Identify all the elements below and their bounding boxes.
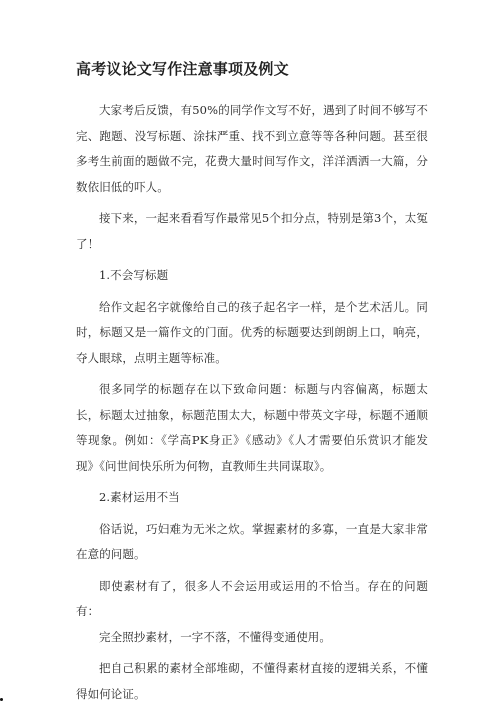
section-1-paragraph-1: 给作文起名字就像给自己的孩子起名字一样，是个艺术活儿。同时，标题又是一篇作文的门面。优秀的标题要达到朗朗上口，响亮，夺人眼球，点明主题等标准。 [76, 299, 428, 365]
intro-paragraph-1: 大家考后反馈，有50%的同学作文写不好，遇到了时间不够写不完、跑题、没写标题、涂抹严重、找不到立意等等各种问题。甚至很多考生前面的题做不完，花费大量时间写作文，洋洋洒洒一大篇，分数依旧低的吓人。 [76, 103, 428, 194]
document-body [76, 58, 428, 713]
section-1-paragraph-2: 很多同学的标题存在以下致命问题：标题与内容偏离，标题太长，标题太过抽象，标题范围太大，标题中带英文字母，标题不通顺等现象。例如：《学高PK身正》《感动》《人才需要伯乐赏识才能发现》《问世间快乐所为何物，直教师生共同谋取》。 [76, 382, 428, 473]
section-2-paragraph-2: 即使素材有了，很多人不会运用或运用的不恰当。存在的问题有： [76, 578, 428, 618]
section-1-heading: 1.不会写标题 [99, 268, 169, 282]
section-2-paragraph-3: 完全照抄素材，一字不落，不懂得变通使用。 [99, 629, 331, 644]
page-mark [0, 698, 3, 701]
section-2-heading: 2.素材运用不当 [99, 490, 180, 504]
intro-paragraph-2: 接下来，一起来看看写作最常见5个扣分点，特别是第3个，太冤了！ [76, 211, 428, 251]
section-2-paragraph-4: 把自己积累的素材全部堆砌，不懂得素材直接的逻辑关系，不懂得如何论证。 [76, 661, 428, 701]
document-title: 高考议论文写作注意事项及例文 [76, 60, 289, 78]
section-2-paragraph-1: 俗话说，巧妇难为无米之炊。掌握素材的多寡，一直是大家非常在意的问题。 [76, 521, 428, 561]
